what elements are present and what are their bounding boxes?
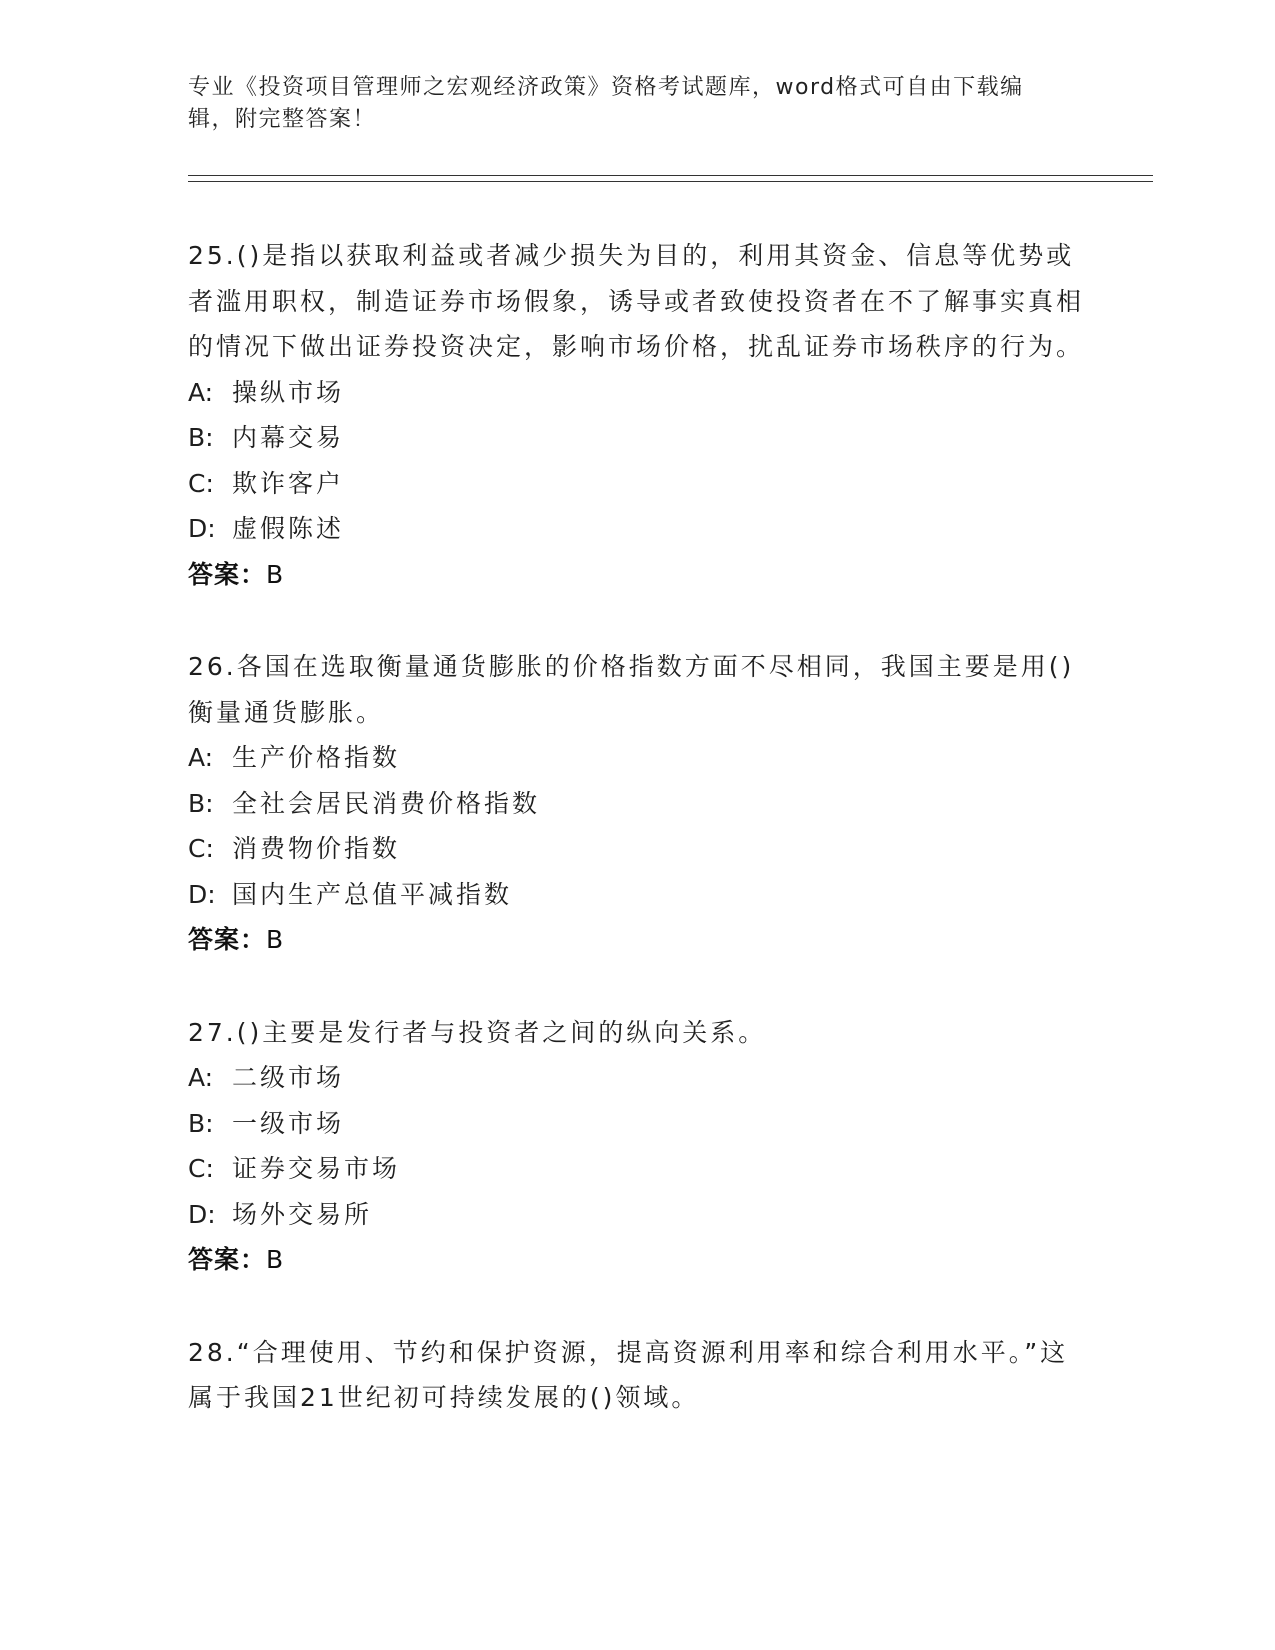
- option-key: D:: [188, 514, 216, 543]
- question-stem: 28.“合理使用、节约和保护资源，提高资源利用率和综合利用水平。”这属于我国21世纪初可持续发展的()领域。: [188, 1337, 1069, 1412]
- option-b: [188, 1101, 1088, 1147]
- option-key: C:: [188, 1154, 214, 1183]
- question-stem: 26.各国在选取衡量通货膨胀的价格指数方面不尽相同，我国主要是用()衡量通货膨胀。: [188, 652, 1075, 727]
- option-a: [188, 1055, 1088, 1101]
- option-text: 虚假陈述: [232, 514, 345, 543]
- document-header: 专业《投资项目管理师之宏观经济政策》资格考试题库，word格式可自由下载编辑，附完整答案！: [188, 75, 1024, 132]
- option-d: [188, 1192, 1088, 1238]
- option-a: [188, 735, 1088, 781]
- option-text: 消费物价指数: [232, 834, 401, 863]
- header-rule-top: [188, 175, 1153, 176]
- option-key: C:: [188, 834, 214, 863]
- answer-line: [188, 1237, 1088, 1283]
- option-d: [188, 506, 1088, 552]
- option-text: 一级市场: [232, 1108, 345, 1138]
- option-text: 二级市场: [232, 1063, 345, 1092]
- option-key: B:: [188, 1108, 214, 1138]
- answer-value: B: [266, 1245, 285, 1274]
- option-a: [188, 370, 1088, 416]
- question-27: [188, 1010, 1088, 1283]
- question-25: [188, 233, 1088, 597]
- answer-value: B: [266, 925, 285, 954]
- option-text: 欺诈客户: [232, 468, 345, 498]
- question-list: [188, 233, 1088, 1468]
- option-c: [188, 826, 1088, 872]
- option-key: C:: [188, 468, 214, 498]
- option-b: [188, 781, 1088, 827]
- question-26: [188, 644, 1088, 963]
- option-text: 全社会居民消费价格指数: [232, 788, 541, 818]
- question-stem: 25.()是指以获取利益或者减少损失为目的，利用其资金、信息等优势或者滥用职权，制造证券市场假象，诱导或者致使投资者在不了解事实真相的情况下做出证券投资决定，影响市场价格，扰乱证券市场秩序的行为。: [188, 241, 1085, 361]
- answer-label: 答案：: [188, 559, 267, 589]
- option-key: A:: [188, 377, 214, 407]
- option-text: 生产价格指数: [232, 743, 401, 772]
- option-key: A:: [188, 743, 214, 772]
- option-text: 场外交易所: [232, 1199, 373, 1229]
- option-d: [188, 872, 1088, 918]
- option-text: 内幕交易: [232, 423, 345, 452]
- option-key: B:: [188, 788, 214, 818]
- option-text: 操纵市场: [232, 377, 345, 407]
- answer-line: [188, 917, 1088, 963]
- option-key: D:: [188, 879, 216, 909]
- option-key: A:: [188, 1063, 214, 1092]
- option-c: [188, 461, 1088, 507]
- answer-value: B: [266, 559, 285, 589]
- answer-label: 答案：: [188, 1245, 267, 1274]
- question-stem: 27.()主要是发行者与投资者之间的纵向关系。: [188, 1017, 767, 1047]
- option-key: D:: [188, 1199, 216, 1229]
- header-rule-bottom: [188, 181, 1153, 182]
- answer-label: 答案：: [188, 925, 267, 954]
- option-key: B:: [188, 423, 214, 452]
- option-c: [188, 1146, 1088, 1192]
- answer-line: [188, 552, 1088, 598]
- option-text: 国内生产总值平减指数: [232, 879, 513, 909]
- question-28: [188, 1330, 1088, 1421]
- option-text: 证券交易市场: [232, 1154, 401, 1183]
- option-b: [188, 415, 1088, 461]
